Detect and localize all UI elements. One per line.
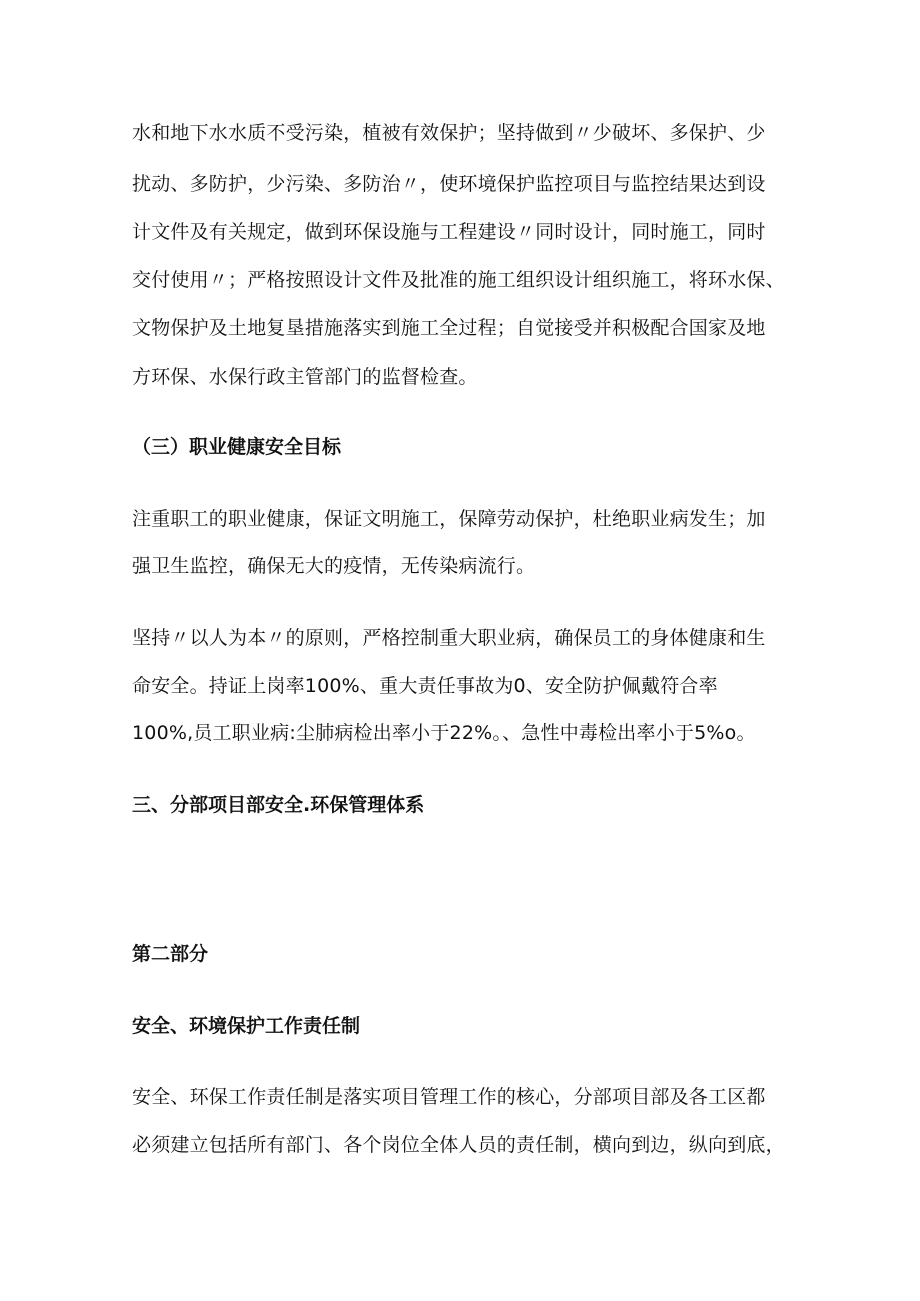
text-line: 命安全。持证上岗率100%、重大责任事故为0、安全防护佩戴符合率 — [132, 675, 718, 697]
text-line: 方环保、水保行政主管部门的监督检查。 — [132, 366, 478, 388]
text-line: 交付使用〃；严格按照设计文件及批准的施工组织设计组织施工，将环水保、 — [132, 269, 785, 291]
text-line: 强卫生监控，确保无大的疫情，无传染病流行。 — [132, 555, 536, 577]
text-line: 注重职工的职业健康，保证文明施工，保障劳动保护，杜绝职业病发生；加 — [132, 508, 766, 530]
section-heading-system: 三、分部项目部安全.环保管理体系 — [132, 794, 425, 816]
section-heading-responsibility: 安全、环境保护工作责任制 — [132, 1015, 361, 1037]
text-line: 100%,员工职业病:尘肺病检出率小于22%。、急性中毒检出率小于5%o。 — [132, 722, 756, 744]
text-line: 计文件及有关规定，做到环保设施与工程建设〃同时设计，同时施工，同时 — [132, 221, 766, 243]
text-line: 必须建立包括所有部门、各个岗位全体人员的责任制，横向到边，纵向到底， — [132, 1134, 785, 1156]
text-line: 水和地下水水质不受污染，植被有效保护；坚持做到〃少破坏、多保护、少 — [132, 122, 766, 144]
text-line: 文物保护及土地复垦措施落实到施工全过程；自觉接受并积极配合国家及地 — [132, 317, 766, 339]
section-heading-health: （三）职业健康安全目标 — [132, 436, 342, 458]
text-line: 坚持〃以人为本〃的原则，严格控制重大职业病，确保员工的身体健康和生 — [132, 627, 766, 649]
text-line: 扰动、多防护，少污染、多防治〃，使环境保护监控项目与监控结果达到设 — [132, 173, 766, 195]
part-heading: 第二部分 — [132, 943, 209, 965]
text-line: 安全、环保工作责任制是落实项目管理工作的核心，分部项目部及各工区都 — [132, 1086, 766, 1108]
